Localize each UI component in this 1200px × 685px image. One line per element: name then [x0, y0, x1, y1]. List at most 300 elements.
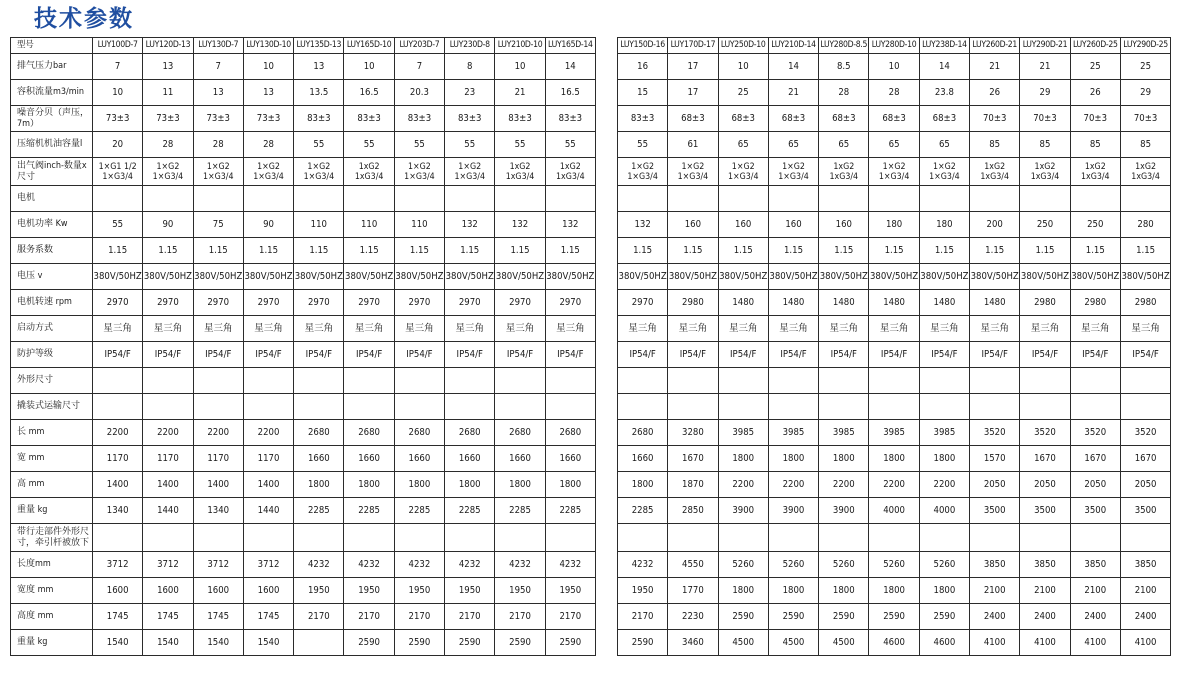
table-cell: 380V/50HZ — [617, 264, 667, 290]
row-label: 宽 mm — [11, 446, 93, 472]
table-cell: 8 — [445, 54, 495, 80]
table-cell: LUY150D-16 — [617, 38, 667, 54]
table-cell: LUY165D-10 — [344, 38, 394, 54]
table-cell: 21 — [1020, 54, 1070, 80]
table-cell: 星三角 — [668, 316, 718, 342]
table-cell: 1800 — [919, 578, 969, 604]
table-cell: 2170 — [445, 604, 495, 630]
table-cell: IP54/F — [495, 342, 545, 368]
table-row — [11, 420, 1171, 446]
table-cell: 星三角 — [243, 316, 293, 342]
table-cell: 110 — [394, 212, 444, 238]
table-cell: 1170 — [193, 446, 243, 472]
table-cell: 2590 — [869, 604, 919, 630]
table-cell: 13 — [294, 54, 344, 80]
table-cell: IP54/F — [819, 342, 869, 368]
table-cell — [1070, 158, 1120, 186]
table-cell: 132 — [617, 212, 667, 238]
table-cell: 68±3 — [919, 106, 969, 132]
table-cell: 14 — [545, 54, 595, 80]
table-cell: 2680 — [495, 420, 545, 446]
table-cell: 90 — [143, 212, 193, 238]
table-cell: 星三角 — [768, 316, 818, 342]
row-label: 服务系数 — [11, 238, 93, 264]
table-cell: 4100 — [1020, 630, 1070, 656]
table-cell: 4500 — [768, 630, 818, 656]
table-cell — [1120, 524, 1170, 552]
table-cell — [243, 524, 293, 552]
cell-line: 1xG3/4 — [1131, 171, 1160, 182]
table-cell: 55 — [394, 132, 444, 158]
table-cell: 83±3 — [394, 106, 444, 132]
cell-line: 1xG3/4 — [354, 171, 384, 182]
table-cell: 20 — [93, 132, 143, 158]
table-cell: 1340 — [193, 498, 243, 524]
table-cell: 4000 — [919, 498, 969, 524]
table-cell — [919, 524, 969, 552]
table-cell: 2680 — [394, 420, 444, 446]
table-cell: 4000 — [869, 498, 919, 524]
table-cell — [1120, 158, 1170, 186]
table-cell: 星三角 — [718, 316, 768, 342]
table-cell — [1070, 186, 1120, 212]
table-cell: 星三角 — [1020, 316, 1070, 342]
table-cell: 1.15 — [243, 238, 293, 264]
table-cell: 1.15 — [668, 238, 718, 264]
cell-line: 1xG2 — [1084, 161, 1106, 172]
table-cell — [919, 394, 969, 420]
column-gap — [595, 158, 617, 186]
table-cell — [344, 186, 394, 212]
table-cell — [768, 158, 818, 186]
table-cell — [143, 524, 193, 552]
table-cell: 星三角 — [869, 316, 919, 342]
table-cell: 2050 — [1070, 472, 1120, 498]
table-cell — [394, 394, 444, 420]
table-cell: 1.15 — [1120, 238, 1170, 264]
table-cell: 73±3 — [243, 106, 293, 132]
table-cell — [344, 368, 394, 394]
table-cell: 13 — [243, 80, 293, 106]
table-cell: 132 — [445, 212, 495, 238]
cell-line: 1×G2 — [631, 161, 655, 172]
table-cell: LUY100D-7 — [93, 38, 143, 54]
table-cell — [545, 524, 595, 552]
table-cell: 星三角 — [617, 316, 667, 342]
table-cell: 2970 — [294, 290, 344, 316]
table-row — [11, 630, 1171, 656]
table-cell: 2050 — [970, 472, 1020, 498]
table-cell: 73±3 — [193, 106, 243, 132]
table-cell: LUY260D-21 — [970, 38, 1020, 54]
table-cell: 15 — [617, 80, 667, 106]
table-cell — [970, 524, 1020, 552]
table-cell: 1170 — [143, 446, 193, 472]
table-cell: 2590 — [445, 630, 495, 656]
table-cell — [93, 394, 143, 420]
table-cell — [970, 394, 1020, 420]
table-cell: 85 — [970, 132, 1020, 158]
table-cell: 1800 — [617, 472, 667, 498]
table-cell: 1170 — [93, 446, 143, 472]
table-cell: 180 — [919, 212, 969, 238]
table-cell: 14 — [768, 54, 818, 80]
table-cell: LUY260D-25 — [1070, 38, 1120, 54]
table-cell: 4232 — [545, 552, 595, 578]
table-cell — [869, 524, 919, 552]
table-cell: 73±3 — [93, 106, 143, 132]
table-cell: 8.5 — [819, 54, 869, 80]
table-cell — [869, 368, 919, 394]
table-cell: IP54/F — [1070, 342, 1120, 368]
table-cell: 73±3 — [143, 106, 193, 132]
table-cell: 13 — [193, 80, 243, 106]
table-cell — [617, 394, 667, 420]
table-cell: 4100 — [1070, 630, 1120, 656]
table-cell: 68±3 — [819, 106, 869, 132]
table-cell: 3280 — [668, 420, 718, 446]
table-cell: 380V/50HZ — [718, 264, 768, 290]
table-cell: 26 — [1070, 80, 1120, 106]
table-cell: 55 — [495, 132, 545, 158]
cell-line: 1×G3/4 — [627, 171, 658, 182]
table-cell — [495, 524, 545, 552]
table-cell: 3500 — [1120, 498, 1170, 524]
row-label: 噪音分贝（声压，7m） — [11, 106, 93, 132]
table-cell: 1.15 — [143, 238, 193, 264]
table-cell: 2200 — [869, 472, 919, 498]
cell-line: 1×G1 1/2 — [98, 161, 137, 172]
table-cell — [1020, 394, 1070, 420]
table-cell: 2590 — [718, 604, 768, 630]
table-row — [11, 158, 1171, 186]
table-cell: 1660 — [294, 446, 344, 472]
table-cell — [143, 368, 193, 394]
table-cell — [294, 158, 344, 186]
table-cell — [193, 394, 243, 420]
table-cell: IP54/F — [394, 342, 444, 368]
table-cell: 3712 — [243, 552, 293, 578]
cell-line: 1xG3/4 — [980, 171, 1009, 182]
table-cell: 1.15 — [193, 238, 243, 264]
column-gap — [595, 342, 617, 368]
table-cell: 2170 — [545, 604, 595, 630]
table-cell: 380V/50HZ — [545, 264, 595, 290]
table-cell: 380V/50HZ — [768, 264, 818, 290]
table-cell: 2100 — [970, 578, 1020, 604]
table-cell: 380V/50HZ — [1120, 264, 1170, 290]
table-cell — [819, 186, 869, 212]
table-cell: 2285 — [617, 498, 667, 524]
table-cell — [1120, 368, 1170, 394]
column-gap — [595, 578, 617, 604]
table-cell — [869, 158, 919, 186]
table-cell: 1950 — [394, 578, 444, 604]
table-cell: 1.15 — [445, 238, 495, 264]
table-cell — [495, 186, 545, 212]
table-cell: 1660 — [445, 446, 495, 472]
table-cell: 1.15 — [617, 238, 667, 264]
column-gap — [595, 630, 617, 656]
table-cell — [819, 394, 869, 420]
table-cell: 55 — [294, 132, 344, 158]
table-cell: 380V/50HZ — [1020, 264, 1070, 290]
table-cell: 5260 — [869, 552, 919, 578]
row-label: 高度 mm — [11, 604, 93, 630]
table-cell: 160 — [819, 212, 869, 238]
column-gap — [595, 80, 617, 106]
table-cell: 1670 — [1020, 446, 1070, 472]
table-cell: 83±3 — [495, 106, 545, 132]
table-cell: 2970 — [193, 290, 243, 316]
table-cell: 2680 — [545, 420, 595, 446]
table-cell — [668, 394, 718, 420]
table-cell: 2980 — [1070, 290, 1120, 316]
table-cell — [93, 524, 143, 552]
table-cell: 65 — [718, 132, 768, 158]
table-cell — [294, 630, 344, 656]
table-cell: 1.15 — [718, 238, 768, 264]
table-cell: 1950 — [445, 578, 495, 604]
table-cell: 1600 — [93, 578, 143, 604]
table-cell: 16.5 — [344, 80, 394, 106]
table-cell: 68±3 — [668, 106, 718, 132]
table-cell — [243, 158, 293, 186]
row-label: 防护等级 — [11, 342, 93, 368]
table-cell: IP54/F — [344, 342, 394, 368]
table-cell: 28 — [143, 132, 193, 158]
table-cell: 2170 — [344, 604, 394, 630]
table-cell: 1745 — [93, 604, 143, 630]
table-cell: 380V/50HZ — [93, 264, 143, 290]
table-cell: 1950 — [344, 578, 394, 604]
table-cell: 1745 — [143, 604, 193, 630]
table-cell: 2970 — [394, 290, 444, 316]
table-cell: 2200 — [718, 472, 768, 498]
table-cell: 2170 — [394, 604, 444, 630]
table-cell: 2970 — [495, 290, 545, 316]
table-cell: 70±3 — [1070, 106, 1120, 132]
table-cell: 1.15 — [93, 238, 143, 264]
row-label: 启动方式 — [11, 316, 93, 342]
table-cell: 星三角 — [394, 316, 444, 342]
table-cell: 23.8 — [919, 80, 969, 106]
table-cell: 2170 — [294, 604, 344, 630]
table-cell — [93, 186, 143, 212]
table-cell: 1480 — [718, 290, 768, 316]
table-cell: 3850 — [1070, 552, 1120, 578]
column-gap — [595, 420, 617, 446]
table-cell — [243, 186, 293, 212]
table-cell — [294, 524, 344, 552]
table-cell — [243, 368, 293, 394]
table-cell — [1120, 186, 1170, 212]
column-gap — [595, 38, 617, 54]
table-cell: 2850 — [668, 498, 718, 524]
table-cell: 2980 — [1120, 290, 1170, 316]
table-cell — [243, 394, 293, 420]
table-cell: 7 — [193, 54, 243, 80]
table-cell: 1950 — [495, 578, 545, 604]
table-cell — [495, 394, 545, 420]
table-cell: 1.15 — [1070, 238, 1120, 264]
table-row — [11, 446, 1171, 472]
cell-line: 1×G3/4 — [454, 171, 485, 182]
table-cell: 2980 — [1020, 290, 1070, 316]
table-cell: 1670 — [1070, 446, 1120, 472]
table-cell: 星三角 — [1120, 316, 1170, 342]
table-cell: 55 — [545, 132, 595, 158]
table-cell: 2050 — [1120, 472, 1170, 498]
table-cell — [1120, 394, 1170, 420]
table-cell: 83±3 — [344, 106, 394, 132]
table-cell: LUY238D-14 — [919, 38, 969, 54]
table-cell: IP54/F — [970, 342, 1020, 368]
table-cell — [819, 524, 869, 552]
table-cell: 2970 — [143, 290, 193, 316]
table-cell: 3985 — [869, 420, 919, 446]
table-cell — [394, 158, 444, 186]
table-cell: 1800 — [768, 578, 818, 604]
column-gap — [595, 132, 617, 158]
table-cell: 160 — [668, 212, 718, 238]
table-cell: 1340 — [93, 498, 143, 524]
table-cell: 1800 — [718, 578, 768, 604]
table-cell: 1800 — [344, 472, 394, 498]
table-row — [11, 394, 1171, 420]
table-cell: 星三角 — [819, 316, 869, 342]
table-row — [11, 368, 1171, 394]
table-cell — [1070, 368, 1120, 394]
table-cell — [718, 368, 768, 394]
table-cell: 2590 — [819, 604, 869, 630]
column-gap — [595, 264, 617, 290]
table-cell: IP54/F — [919, 342, 969, 368]
table-cell: 3900 — [768, 498, 818, 524]
table-cell: 1.15 — [294, 238, 344, 264]
table-cell — [294, 394, 344, 420]
cell-line: 1×G3/4 — [253, 171, 284, 182]
table-cell: 2285 — [445, 498, 495, 524]
table-cell: 2590 — [495, 630, 545, 656]
table-cell: 110 — [294, 212, 344, 238]
table-cell: 10 — [93, 80, 143, 106]
table-cell: 65 — [768, 132, 818, 158]
table-cell: 1.15 — [545, 238, 595, 264]
table-cell: 17 — [668, 54, 718, 80]
table-cell: 4600 — [919, 630, 969, 656]
table-cell — [617, 368, 667, 394]
table-cell: 星三角 — [344, 316, 394, 342]
table-cell — [919, 186, 969, 212]
table-cell: 2285 — [545, 498, 595, 524]
table-cell: 1800 — [394, 472, 444, 498]
column-gap — [595, 472, 617, 498]
table-cell — [545, 186, 595, 212]
table-cell: 3850 — [1020, 552, 1070, 578]
table-cell: 11 — [143, 80, 193, 106]
table-cell: 星三角 — [93, 316, 143, 342]
table-cell: 2970 — [344, 290, 394, 316]
table-cell: 4232 — [294, 552, 344, 578]
table-cell — [1020, 368, 1070, 394]
table-cell — [1070, 524, 1120, 552]
table-cell: 180 — [869, 212, 919, 238]
table-cell: 85 — [1070, 132, 1120, 158]
column-gap — [595, 54, 617, 80]
table-cell: IP54/F — [143, 342, 193, 368]
cell-line: 1xG2 — [509, 161, 531, 172]
table-cell: LUY250D-10 — [718, 38, 768, 54]
table-cell: 1950 — [545, 578, 595, 604]
cell-line: 1xG2 — [1135, 161, 1157, 172]
column-gap — [595, 446, 617, 472]
column-gap — [595, 316, 617, 342]
table-cell — [93, 368, 143, 394]
table-cell: LUY165D-14 — [545, 38, 595, 54]
table-row — [11, 264, 1171, 290]
cell-line: 1×G3/4 — [929, 171, 960, 182]
table-cell: 55 — [93, 212, 143, 238]
table-cell: 2100 — [1020, 578, 1070, 604]
table-cell: LUY203D-7 — [394, 38, 444, 54]
column-gap — [595, 290, 617, 316]
table-cell: 1.15 — [394, 238, 444, 264]
table-cell: 3985 — [919, 420, 969, 446]
table-cell — [445, 394, 495, 420]
cell-line: 1xG3/4 — [829, 171, 859, 182]
table-cell: 380V/50HZ — [243, 264, 293, 290]
table-cell: 75 — [193, 212, 243, 238]
table-cell: 星三角 — [143, 316, 193, 342]
column-gap — [595, 524, 617, 552]
table-cell: 2680 — [617, 420, 667, 446]
table-cell: 星三角 — [294, 316, 344, 342]
cell-line: 1xG2 — [1034, 161, 1056, 172]
table-cell: 2590 — [919, 604, 969, 630]
table-cell — [445, 524, 495, 552]
table-cell: 1.15 — [819, 238, 869, 264]
table-cell — [869, 186, 919, 212]
table-cell — [617, 524, 667, 552]
table-cell: 380V/50HZ — [495, 264, 545, 290]
table-cell: 3520 — [970, 420, 1020, 446]
table-cell: 星三角 — [970, 316, 1020, 342]
table-cell: 3850 — [970, 552, 1020, 578]
table-cell: 380V/50HZ — [294, 264, 344, 290]
table-cell: 110 — [344, 212, 394, 238]
table-cell: 20.3 — [394, 80, 444, 106]
table-cell: 29 — [1020, 80, 1070, 106]
table-cell: 65 — [919, 132, 969, 158]
table-cell: 5260 — [819, 552, 869, 578]
table-cell: LUY120D-13 — [143, 38, 193, 54]
table-cell: IP54/F — [768, 342, 818, 368]
table-cell — [445, 368, 495, 394]
table-cell: 4550 — [668, 552, 718, 578]
table-cell: 2970 — [445, 290, 495, 316]
table-cell — [768, 186, 818, 212]
table-cell: 1400 — [143, 472, 193, 498]
table-cell: 1.15 — [495, 238, 545, 264]
table-cell: 380V/50HZ — [819, 264, 869, 290]
table-cell — [768, 394, 818, 420]
table-cell: 2970 — [545, 290, 595, 316]
table-cell: 2590 — [617, 630, 667, 656]
table-cell: 2050 — [1020, 472, 1070, 498]
table-cell — [344, 524, 394, 552]
row-label: 电压 v — [11, 264, 93, 290]
